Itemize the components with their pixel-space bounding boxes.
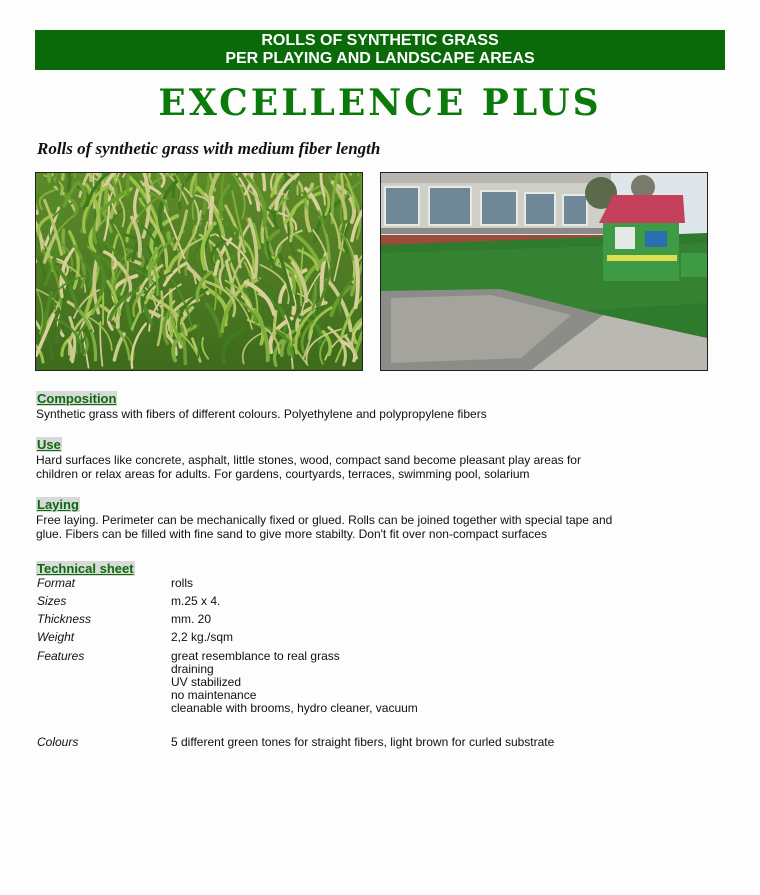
grass-blade [52,173,54,175]
laying-heading: Laying [37,497,79,512]
thickness-label: Thickness [37,612,92,626]
playground-image [380,172,708,371]
use-text-line-1: Hard surfaces like concrete, asphalt, little stones, wood, compact sand become pleasant play areas for [36,453,581,467]
grass-blade [361,173,362,202]
format-value: rolls [171,576,194,590]
composition-text: Synthetic grass with fibers of different colours. Polyethylene and polypropylene fibers [36,407,487,421]
thickness-value: mm. 20 [171,612,212,626]
weight-value: 2,2 kg./sqm [171,630,234,644]
laying-text [36,513,726,541]
use-text-line-2: children or relax areas for adults. For gardens, courtyards, terraces, swimming pool, solarium [36,467,530,481]
grass-closeup-image [35,172,363,371]
feature-item: great resemblance to real grass [171,649,340,663]
features-label: Features [37,649,85,663]
composition-heading: Composition [37,391,117,406]
title-banner [35,30,725,70]
use-heading: Use [37,437,61,452]
brand-name: EXCELLENCE PLUS [158,82,602,124]
banner-line-1: ROLLS OF SYNTHETIC GRASS [261,32,499,49]
colours-label: Colours [37,735,79,749]
feature-item: UV stabilized [171,675,242,689]
laying-text-line-2: glue. Fibers can be filled with fine sand to give more stabilty. Don't fit over non-compact surfaces [36,527,547,541]
sizes-label: Sizes [37,594,67,608]
colours-value: 5 different green tones for straight fibers, light brown for curled substrate [171,735,555,749]
weight-label: Weight [37,630,75,644]
banner-line-2: PER PLAYING AND LANDSCAPE AREAS [225,50,535,67]
feature-item: cleanable with brooms, hydro cleaner, vacuum [171,701,418,715]
technical-sheet-heading: Technical sheet [37,561,134,576]
product-subtitle: Rolls of synthetic grass with medium fiber length [37,139,381,158]
sizes-value: m.25 x 4. [171,594,221,608]
features-list [171,650,418,715]
laying-text-line-1: Free laying. Perimeter can be mechanically fixed or glued. Rolls can be joined together with special tape and [36,513,613,527]
format-label: Format [37,576,76,590]
feature-item: no maintenance [171,688,257,702]
grass-blade [63,230,64,252]
use-text [36,453,726,481]
feature-item: draining [171,662,214,676]
